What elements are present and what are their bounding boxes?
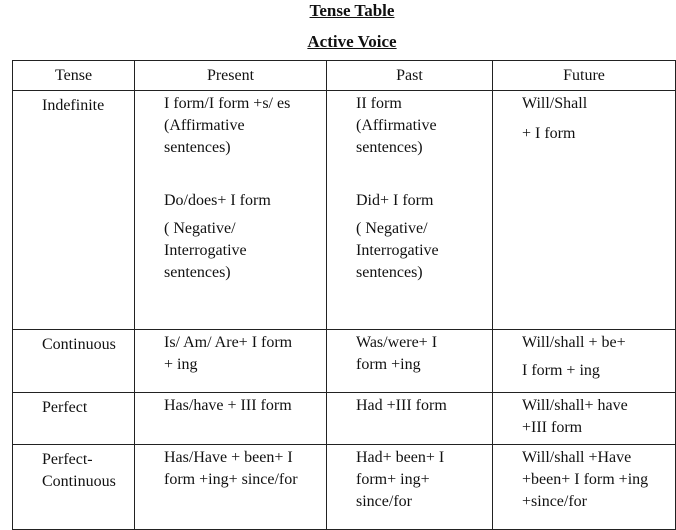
present-cell (135, 393, 327, 445)
cell-text: ( Negative/ (164, 220, 236, 237)
table-row (13, 393, 676, 445)
cell-text: Did+ I form (356, 192, 434, 209)
cell-text: Interrogative (164, 242, 247, 259)
cell-text: form +ing (356, 356, 421, 373)
cell-text: +III form (522, 419, 583, 436)
cell-text: (Affirmative (356, 117, 437, 134)
past-cell (327, 330, 493, 393)
cell-text: Will/Shall (522, 95, 588, 112)
column-header-tense: Tense (13, 61, 135, 91)
past-cell (327, 393, 493, 445)
cell-text: sentences) (356, 139, 423, 156)
cell-text: +been+ I form +ing (522, 471, 649, 488)
past-cell (327, 91, 493, 330)
cell-text: Interrogative (356, 242, 439, 259)
future-cell (493, 91, 676, 330)
tense-label: Continuous (42, 473, 116, 490)
cell-text: sentences) (164, 264, 231, 281)
column-header-future: Future (493, 61, 676, 91)
cell-text: since/for (356, 493, 412, 510)
present-cell (135, 445, 327, 530)
cell-text: sentences) (356, 264, 423, 281)
future-cell (493, 393, 676, 445)
cell-text: +since/for (522, 493, 587, 510)
present-cell (135, 330, 327, 393)
page-subtitle: Active Voice (307, 32, 397, 51)
cell-text: form+ ing+ (356, 471, 430, 488)
cell-text: sentences) (164, 139, 231, 156)
cell-text: II form (356, 95, 402, 112)
cell-text: Is/ Am/ Are+ I form (164, 334, 293, 351)
tense-label: Indefinite (42, 97, 105, 114)
cell-text: Had +III form (356, 397, 447, 414)
tense-cell (13, 91, 135, 330)
cell-text: Will/shall + be+ (522, 334, 626, 351)
tense-label: Continuous (42, 336, 116, 353)
tense-cell (13, 445, 135, 530)
cell-text: Had+ been+ I (356, 449, 445, 466)
cell-text: Has/Have + been+ I (164, 449, 293, 466)
cell-text: I form/I form +s/ es (164, 95, 291, 112)
cell-text: form +ing+ since/for (164, 471, 298, 488)
future-cell (493, 330, 676, 393)
cell-text: + I form (522, 125, 576, 142)
page-title: Tense Table (309, 1, 395, 20)
present-cell (135, 91, 327, 330)
tense-cell (13, 393, 135, 445)
tense-table (12, 60, 676, 530)
cell-text: Will/shall +Have (522, 449, 632, 466)
header-row (13, 61, 676, 91)
table-row (13, 330, 676, 393)
column-header-present: Present (135, 61, 327, 91)
column-header-past: Past (327, 61, 493, 91)
cell-text: Will/shall+ have (522, 397, 628, 414)
cell-text: + ing (164, 356, 198, 373)
tense-label: Perfect (42, 399, 88, 416)
future-cell (493, 445, 676, 530)
cell-text: Has/have + III form (164, 397, 292, 414)
cell-text: Do/does+ I form (164, 192, 271, 209)
cell-text: Was/were+ I (356, 334, 438, 351)
tense-cell (13, 330, 135, 393)
past-cell (327, 445, 493, 530)
tense-label: Perfect- (42, 451, 93, 468)
cell-text: (Affirmative (164, 117, 245, 134)
table-row (13, 445, 676, 530)
cell-text: ( Negative/ (356, 220, 428, 237)
cell-text: I form + ing (522, 362, 600, 379)
table-row (13, 91, 676, 330)
